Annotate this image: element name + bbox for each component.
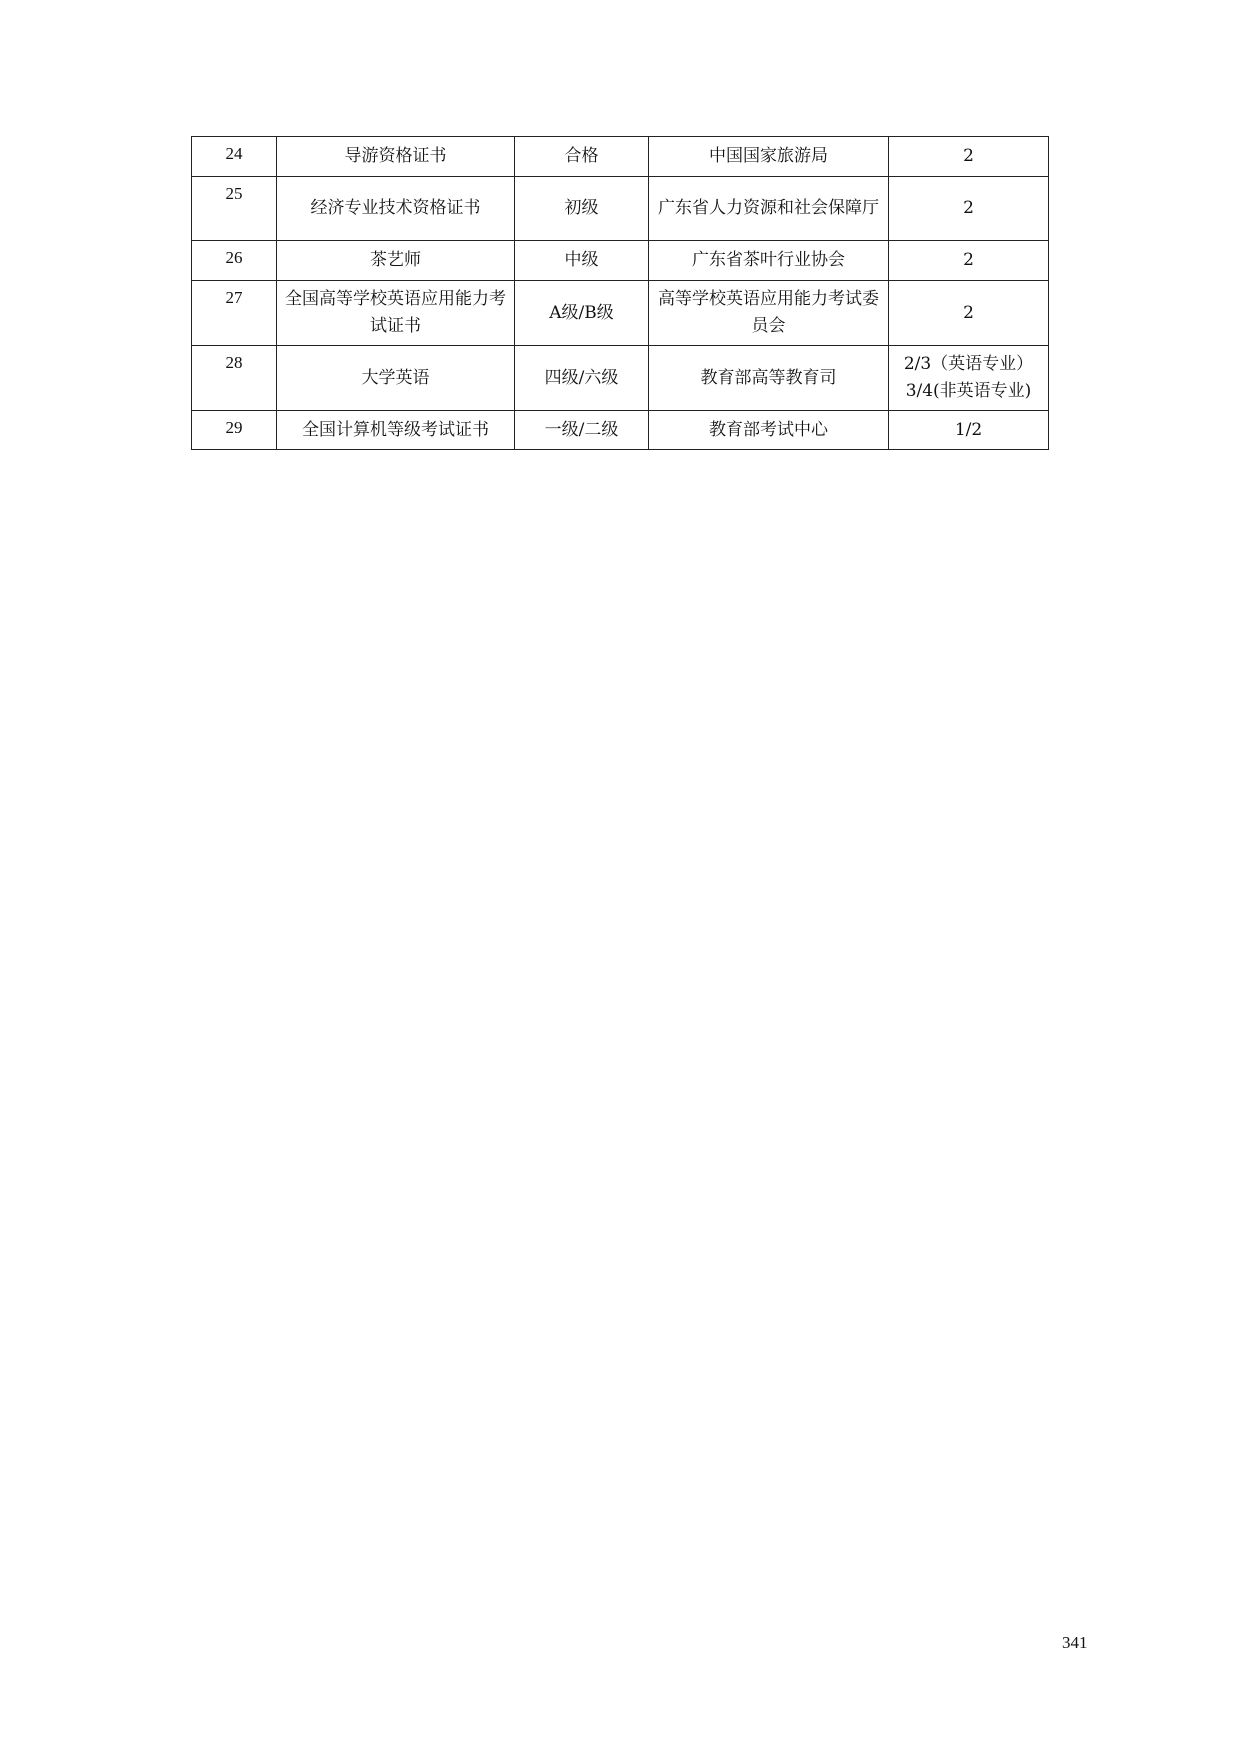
certificate-name: 全国计算机等级考试证书 (277, 411, 515, 450)
certificate-level: 四级/六级 (515, 346, 649, 411)
table-row (192, 137, 1049, 177)
row-number: 28 (192, 346, 277, 411)
row-number: 26 (192, 241, 277, 281)
credit-value: 1/2 (889, 411, 1049, 450)
certificate-level: 中级 (515, 241, 649, 281)
certificate-name: 茶艺师 (277, 241, 515, 281)
credit-value: 2 (889, 137, 1049, 177)
credit-value: 2 (889, 241, 1049, 281)
certificate-table (191, 136, 1049, 450)
certificate-name: 大学英语 (277, 346, 515, 411)
table-row (192, 411, 1049, 450)
issuing-authority: 广东省茶叶行业协会 (649, 241, 889, 281)
certificate-level: 初级 (515, 177, 649, 241)
certificate-name: 导游资格证书 (277, 137, 515, 177)
row-number: 24 (192, 137, 277, 177)
table-row (192, 346, 1049, 411)
credit-value: 2/3（英语专业） 3/4(非英语专业) (889, 346, 1049, 411)
certificate-level: 一级/二级 (515, 411, 649, 450)
credit-value: 2 (889, 177, 1049, 241)
certificate-name: 全国高等学校英语应用能力考试证书 (277, 281, 515, 346)
page-number: 341 (1062, 1633, 1088, 1652)
credit-value: 2 (889, 281, 1049, 346)
issuing-authority: 高等学校英语应用能力考试委员会 (649, 281, 889, 346)
issuing-authority: 中国国家旅游局 (649, 137, 889, 177)
table-row (192, 241, 1049, 281)
issuing-authority: 教育部考试中心 (649, 411, 889, 450)
table-row (192, 281, 1049, 346)
table-row (192, 177, 1049, 241)
issuing-authority: 广东省人力资源和社会保障厅 (649, 177, 889, 241)
row-number: 27 (192, 281, 277, 346)
row-number: 25 (192, 177, 277, 241)
issuing-authority: 教育部高等教育司 (649, 346, 889, 411)
certificate-name: 经济专业技术资格证书 (277, 177, 515, 241)
certificate-level: 合格 (515, 137, 649, 177)
row-number: 29 (192, 411, 277, 450)
certificate-level: A级/B级 (515, 281, 649, 346)
